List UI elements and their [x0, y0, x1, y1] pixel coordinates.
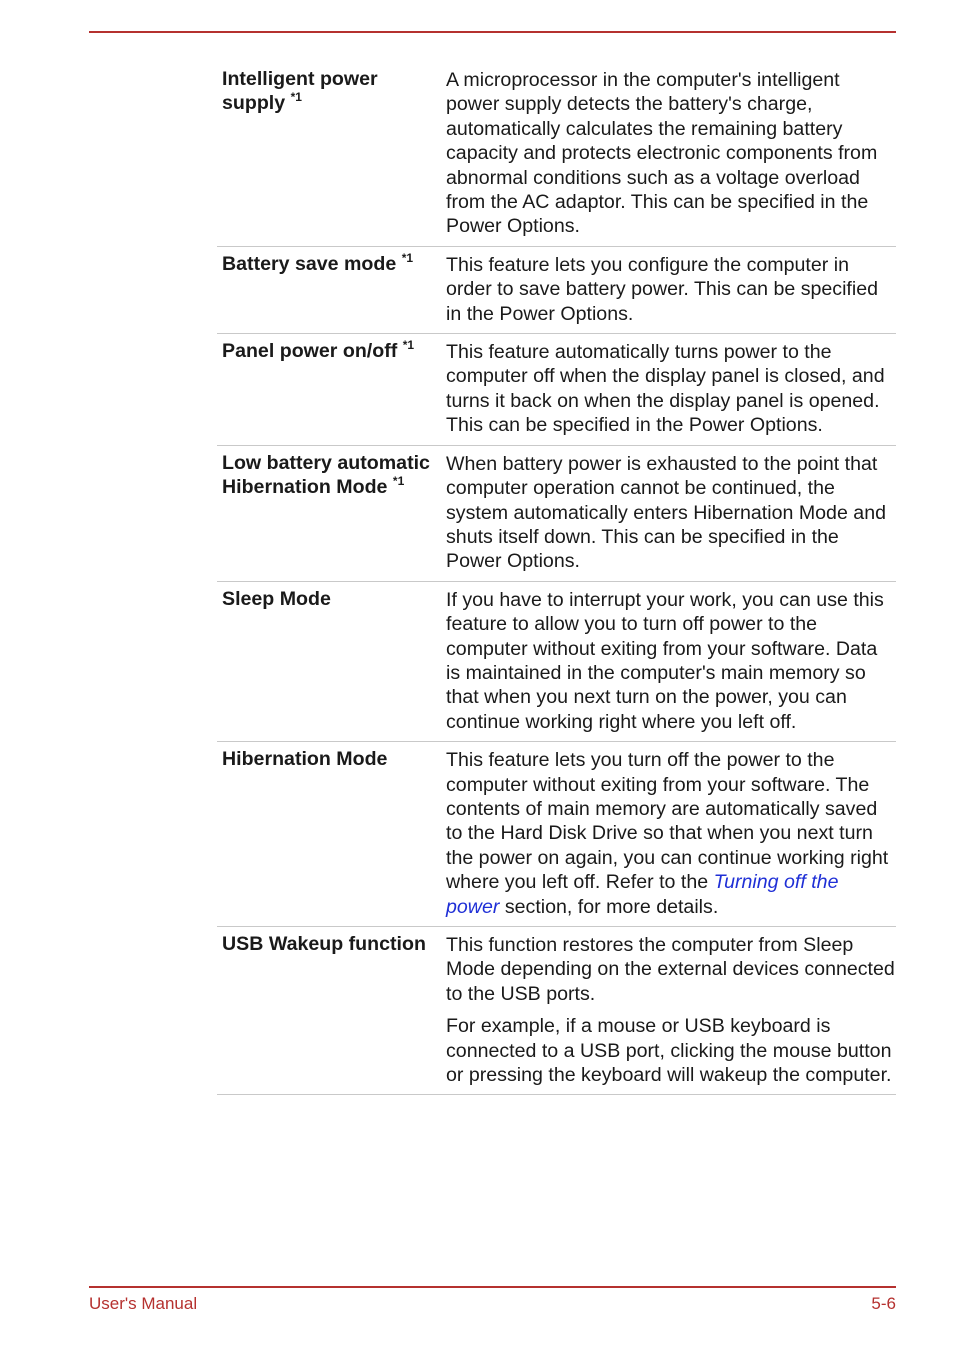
feature-term: Battery save mode $^{*1}$ [222, 250, 414, 275]
footer-manual-title: User's Manual [89, 1294, 198, 1313]
feature-term: Intelligent power supply $^{*1}$ [222, 68, 378, 115]
feature-description: This feature lets you turn off the power to the computer without exiting from your software. The contents of main memory are automatically saved to the Hard Disk Drive so that when you next turn the power on again, you can continue working right where you left off. Refer to the Turning off the power section, for more details. [446, 749, 889, 918]
feature-description [441, 927, 896, 1095]
table-row [217, 927, 896, 1095]
feature-description: A microprocessor in the computer's intelligent power supply detects the battery's charge, automatically calculates the remaining battery capacity and protects electronic components from abnormal conditions such as a voltage overload from the AC adaptor. This can be specified in the Power Options. [446, 69, 878, 238]
feature-description: This feature lets you configure the computer in order to save battery power. This can be specified in the Power Options. [446, 253, 879, 325]
footnote-marker: *1 [392, 474, 405, 489]
table-row [217, 581, 896, 741]
feature-term: Low battery automatic Hibernation Mode $^{*1}$ [222, 451, 430, 499]
footnote-marker: *1 [290, 90, 302, 105]
feature-term: USB Wakeup function [222, 933, 426, 955]
table-row [217, 334, 896, 446]
footnote-marker: *1 [401, 250, 414, 265]
page-number: 5-6 [871, 1294, 896, 1313]
turning-off-power-link[interactable]: Turning off the power [446, 871, 839, 918]
description-paragraph: This function restores the computer from Sleep Mode depending on the external devices connected to the USB ports. [446, 934, 895, 1005]
table-row [217, 62, 896, 246]
table-row [217, 445, 896, 581]
feature-table [217, 62, 896, 1095]
footer-rule [89, 1286, 896, 1288]
feature-term: Sleep Mode [222, 587, 331, 610]
header-rule [89, 31, 896, 33]
feature-description: This feature automatically turns power to the computer off when the display panel is closed, and turns it back on when the display panel is opened. This can be specified in the Power Options. [446, 341, 885, 437]
description-paragraph: For example, if a mouse or USB keyboard is connected to a USB port, clicking the mouse button or pressing the keyboard will wakeup the computer. [446, 1015, 892, 1087]
feature-term: Hibernation Mode [222, 748, 388, 771]
feature-description: When battery power is exhausted to the point that computer operation cannot be continued, the system automatically enters Hibernation Mode and shuts itself down. This can be specified in the Power Options. [446, 452, 886, 573]
feature-term: Panel power on/off $^{*1}$ [222, 338, 415, 363]
footnote-marker: *1 [402, 338, 415, 353]
table-row [217, 742, 896, 927]
table-row [217, 246, 896, 333]
feature-description: If you have to interrupt your work, you can use this feature to allow you to turn off power to the computer without exiting from your software. Data is maintained in the computer's main memory so that when you next turn on the power, you can continue working right where you left off. [446, 588, 884, 733]
